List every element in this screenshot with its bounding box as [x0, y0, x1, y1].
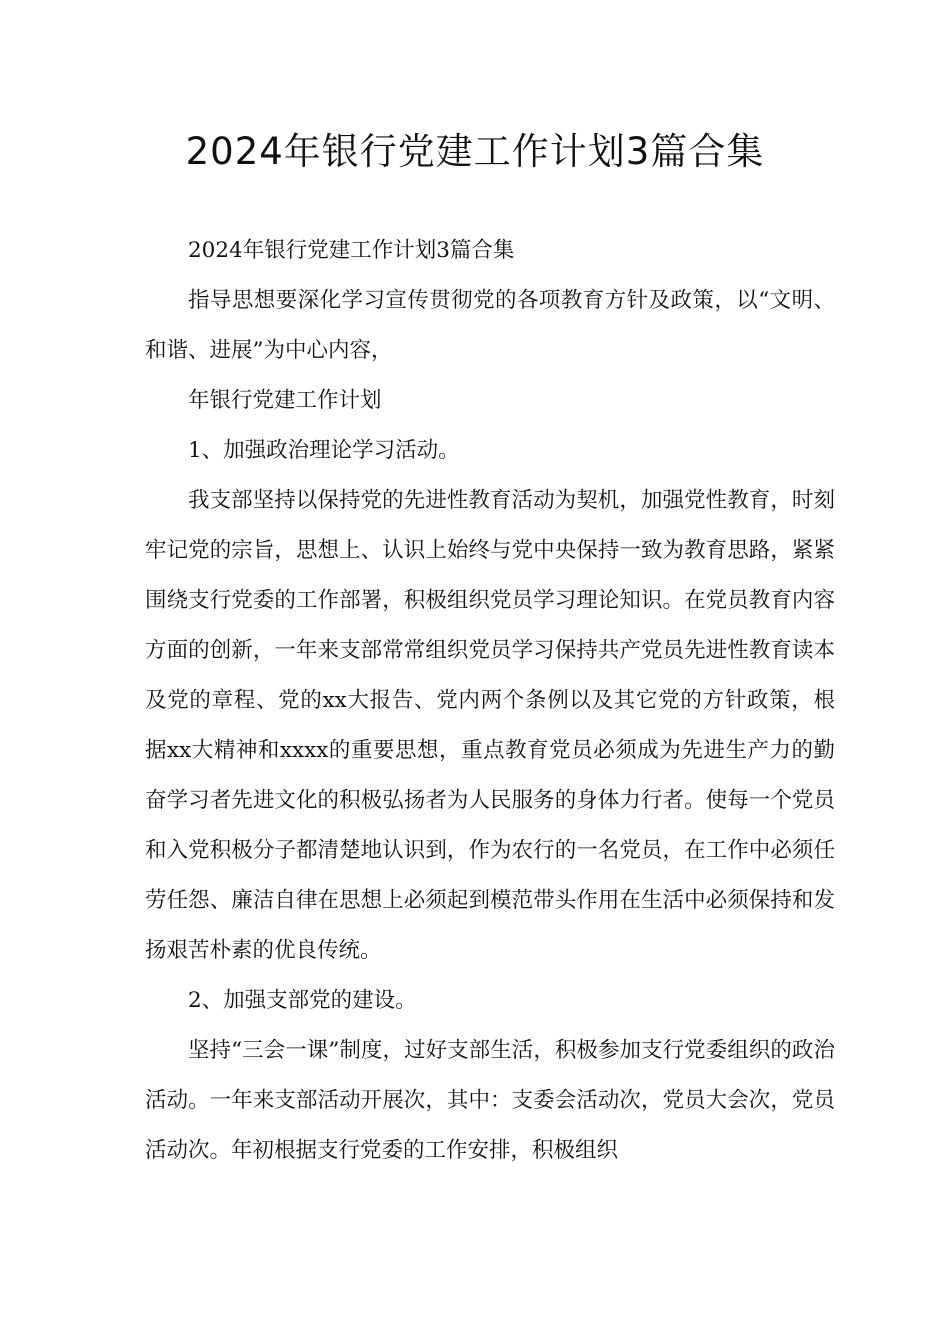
- paragraph-plan-heading: 年银行党建工作计划: [188, 388, 382, 413]
- paragraph-section-2-heading: 2、加强支部党的建设。: [188, 988, 417, 1013]
- paragraph-guiding-thought: 指导思想要深化学习宣传贯彻党的各项教育方针及政策，以“文明、和谐、进展”为中心内容，: [145, 288, 835, 363]
- paragraph-section-2-body: 坚持“三会一课”制度，过好支部生活，积极参加支行党委组织的政治活动。一年来支部活动开展次，其中：支委会活动次，党员大会次，党员活动次。年初根据支行党委的工作安排，积极组织: [145, 1038, 835, 1163]
- document-body: [145, 226, 835, 1176]
- paragraph-section-1-heading: 1、加强政治理论学习活动。: [188, 438, 460, 463]
- document-title: 2024年银行党建工作计划3篇合集: [185, 130, 765, 173]
- paragraph-subtitle: 2024年银行党建工作计划3篇合集: [188, 238, 515, 263]
- paragraph-section-1-body: 我支部坚持以保持党的先进性教育活动为契机，加强党性教育，时刻牢记党的宗旨，思想上、认识上始终与党中央保持一致为教育思路，紧紧围绕支行党委的工作部署，积极组织党员学习理论知识。在党员教育内容方面的创新，一年来支部常常组织党员学习保持共产党员先进性教育读本及党的章程、党的xx大报告、党内两个条例以及其它党的方针政策，根据xx大精神和xxxx的重要思想，重点教育党员必须成为先进生产力的勤奋学习者先进文化的积极弘扬者为人民服务的身体力行者。使每一个党员和入党积极分子都清楚地认识到，作为农行的一名党员，在工作中必须任劳任怨、廉洁自律在思想上必须起到模范带头作用在生活中必须保持和发扬艰苦朴素的优良传统。: [145, 488, 835, 963]
